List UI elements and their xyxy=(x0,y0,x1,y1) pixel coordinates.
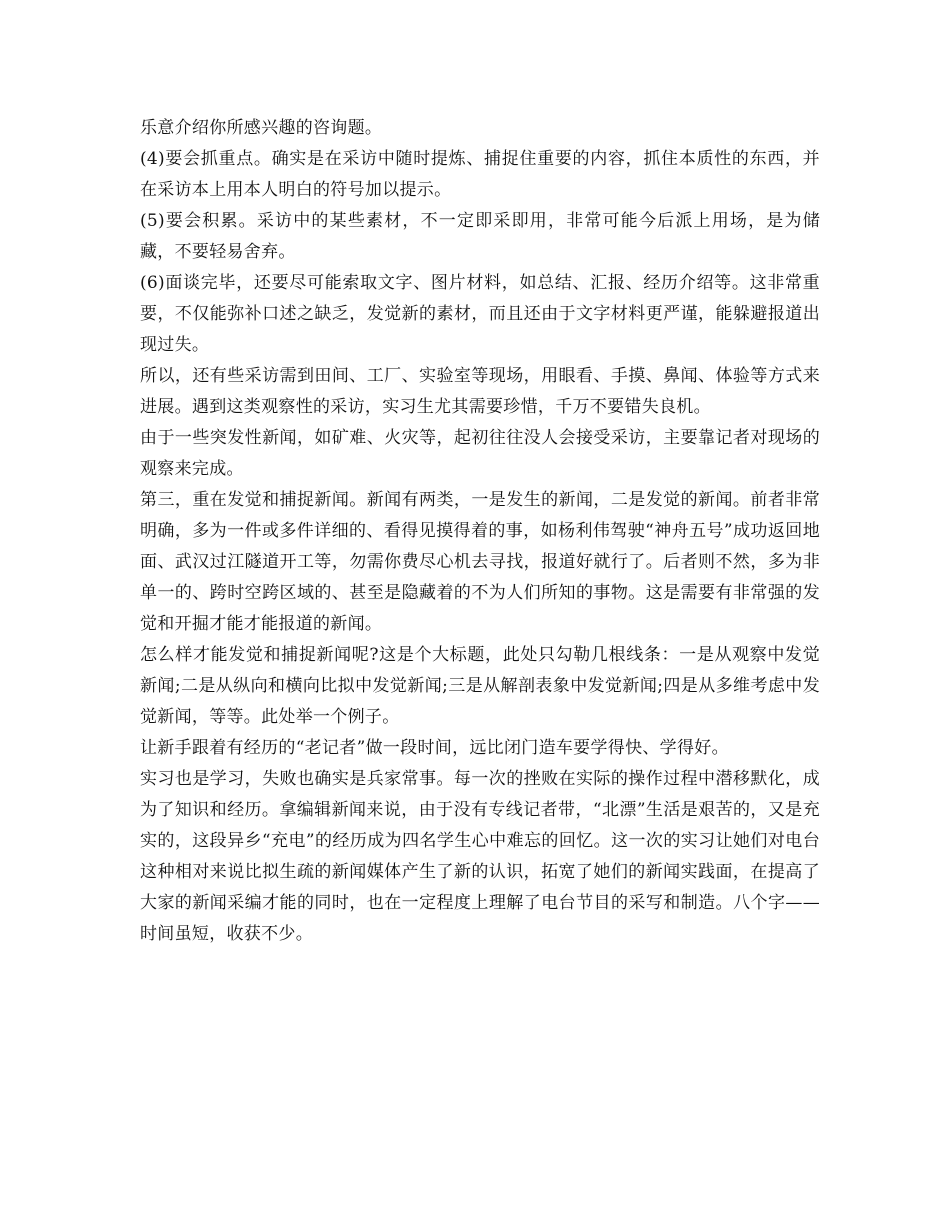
document-body xyxy=(140,113,820,950)
paragraph-8: 怎么样才能发觉和捕捉新闻呢?这是个大标题，此处只勾勒几根线条：一是从观察中发觉新闻;二是从纵向和横向比拟中发觉新闻;三是从解剖表象中发觉新闻;四是从多维考虑中发觉新闻，等等。此处举一个例子。 xyxy=(140,645,820,727)
paragraph-10: 实习也是学习，失败也确实是兵家常事。每一次的挫败在实际的操作过程中潜移默化，成为了知识和经历。拿编辑新闻来说，由于没有专线记者带，“北漂”生活是艰苦的，又是充实的，这段异乡“充电”的经历成为四名学生心中难忘的回忆。这一次的实习让她们对电台这种相对来说比拟生疏的新闻媒体产生了新的认识，拓宽了她们的新闻实践面，在提高了大家的新闻采编才能的同时，也在一定程度上理解了电台节目的采写和制造。八个字——时间虽短，收获不少。 xyxy=(140,769,820,944)
paragraph-6: 由于一些突发性新闻，如矿难、火灾等，起初往往没人会接受采访，主要靠记者对现场的观察来完成。 xyxy=(140,428,820,479)
paragraph-9: 让新手跟着有经历的“老记者”做一段时间，远比闭门造车要学得快、学得好。 xyxy=(140,738,729,758)
paragraph-2: (4)要会抓重点。确实是在采访中随时提炼、捕捉住重要的内容，抓住本质性的东西，并在采访本上用本人明白的符号加以提示。 xyxy=(140,149,820,200)
paragraph-7: 第三，重在发觉和捕捉新闻。新闻有两类，一是发生的新闻，二是发觉的新闻。前者非常明确，多为一件或多件详细的、看得见摸得着的事，如杨利伟驾驶“神舟五号”成功返回地面、武汉过江隧道开工等，勿需你费尽心机去寻找，报道好就行了。后者则不然，多为非单一的、跨时空跨区域的、甚至是隐藏着的不为人们所知的事物。这是需要有非常强的发觉和开掘才能才能报道的新闻。 xyxy=(140,490,820,634)
paragraph-3: (5)要会积累。采访中的某些素材，不一定即采即用，非常可能今后派上用场，是为储藏，不要轻易舍弃。 xyxy=(140,211,820,262)
paragraph-1: 乐意介绍你所感兴趣的咨询题。 xyxy=(140,118,383,138)
paragraph-4: (6)面谈完毕，还要尽可能索取文字、图片材料，如总结、汇报、经历介绍等。这非常重要，不仅能弥补口述之缺乏，发觉新的素材，而且还由于文字材料更严谨，能躲避报道出现过失。 xyxy=(140,273,820,355)
paragraph-5: 所以，还有些采访需到田间、工厂、实验室等现场，用眼看、手摸、鼻闻、体验等方式来进展。遇到这类观察性的采访，实习生尤其需要珍惜，千万不要错失良机。 xyxy=(140,366,820,417)
